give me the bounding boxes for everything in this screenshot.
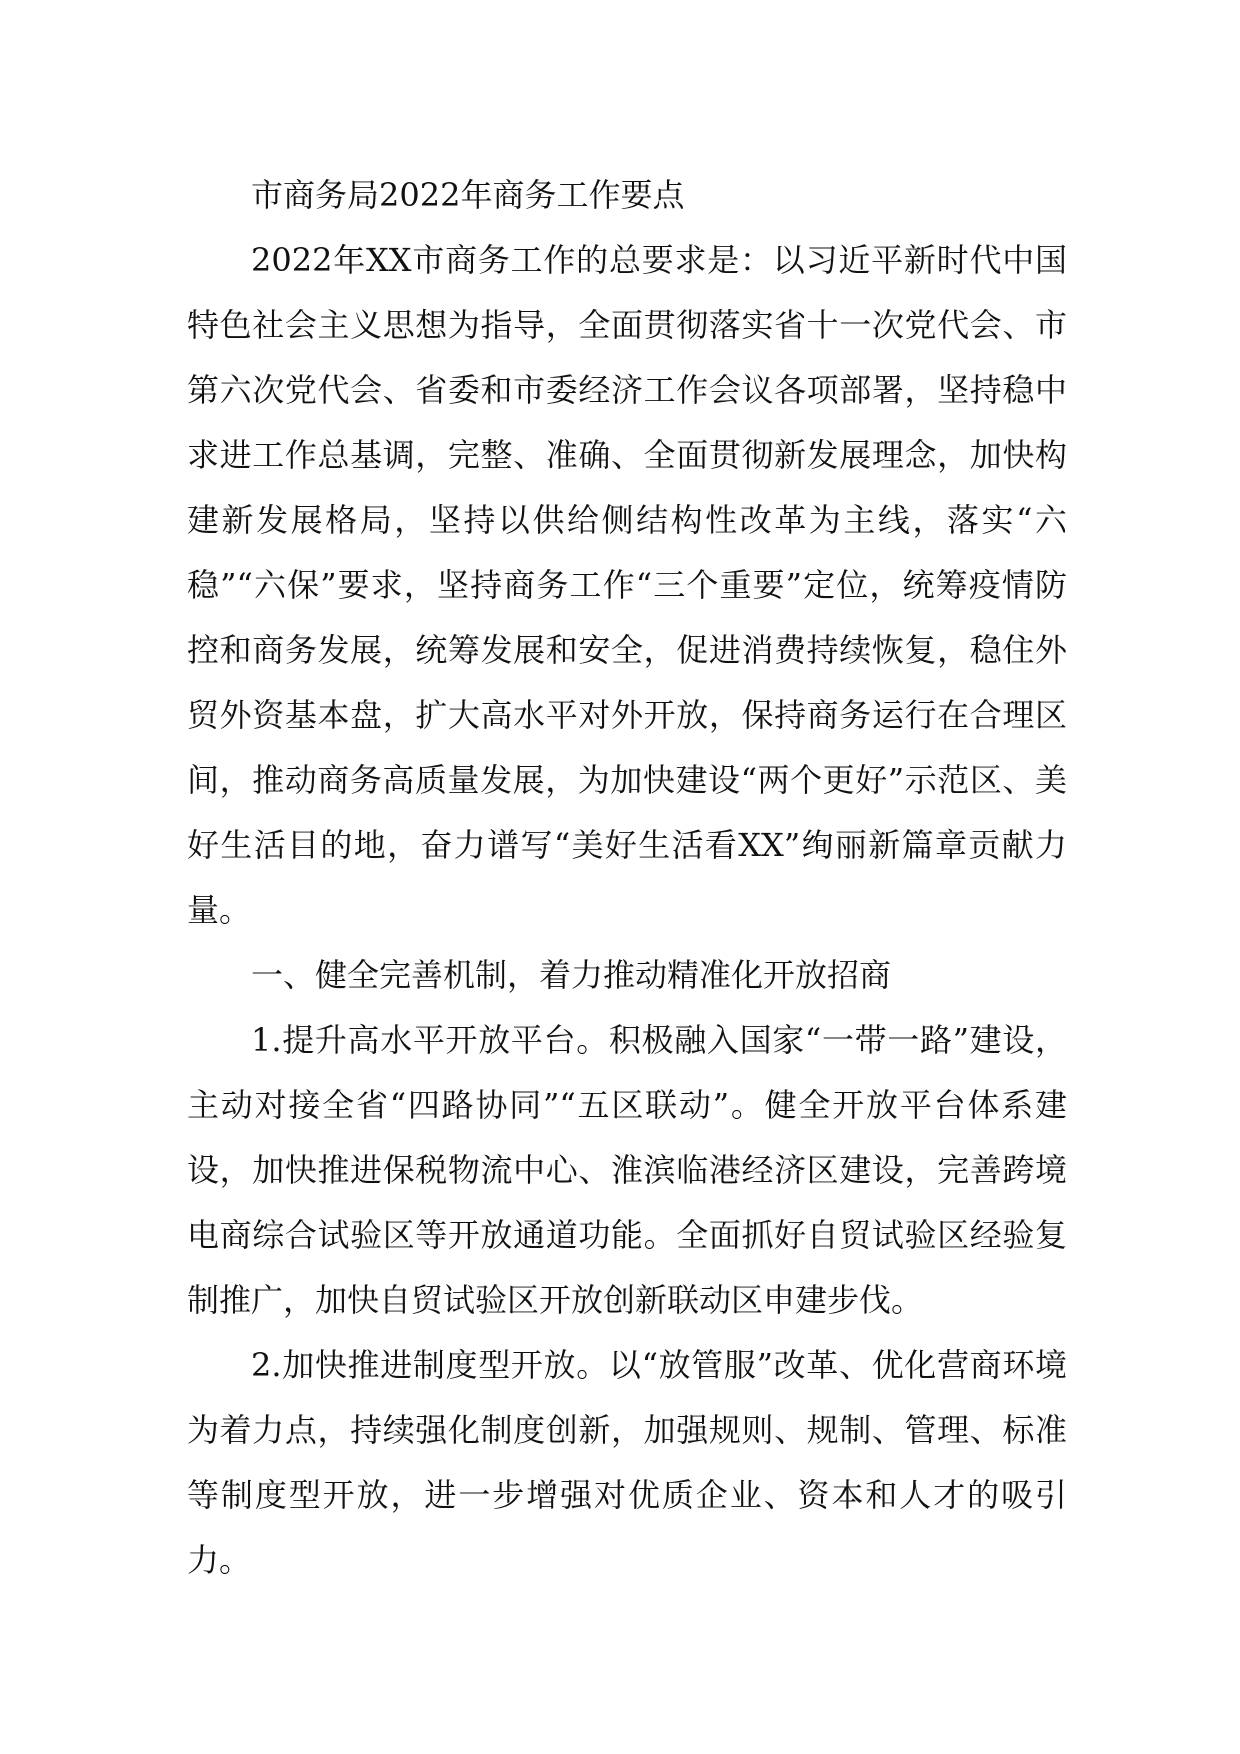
section-heading-1: 一、健全完善机制，着力推动精准化开放招商 — [251, 956, 892, 994]
document-body — [187, 163, 1067, 1593]
document-title: 市商务局2022年商务工作要点 — [251, 176, 685, 214]
paragraph-item-2: 2.加快推进制度型开放。以“放管服”改革、优化营商环境为着力点，持续强化制度创新，加强规则、规制、管理、标准等制度型开放，进一步增强对优质企业、资本和人才的吸引力。 — [187, 1346, 1067, 1579]
paragraph-item-1: 1.提升高水平开放平台。积极融入国家“一带一路”建设，主动对接全省“四路协同”“五区联动”。健全开放平台体系建设，加快推进保税物流中心、淮滨临港经济区建设，完善跨境电商综合试验区等开放通道功能。全面抓好自贸试验区经验复制推广，加快自贸试验区开放创新联动区申建步伐。 — [187, 1021, 1067, 1319]
paragraph-general-requirements: 2022年XX市商务工作的总要求是：以习近平新时代中国特色社会主义思想为指导，全面贯彻落实省十一次党代会、市第六次党代会、省委和市委经济工作会议各项部署，坚持稳中求进工作总基调，完整、准确、全面贯彻新发展理念，加快构建新发展格局，坚持以供给侧结构性改革为主线，落实“六稳”“六保”要求，坚持商务工作“三个重要”定位，统筹疫情防控和商务发展，统筹发展和安全，促进消费持续恢复，稳住外贸外资基本盘，扩大高水平对外开放，保持商务运行在合理区间，推动商务高质量发展，为加快建设“两个更好”示范区、美好生活目的地，奋力谱写“美好生活看XX”绚丽新篇章贡献力量。 — [187, 241, 1067, 929]
